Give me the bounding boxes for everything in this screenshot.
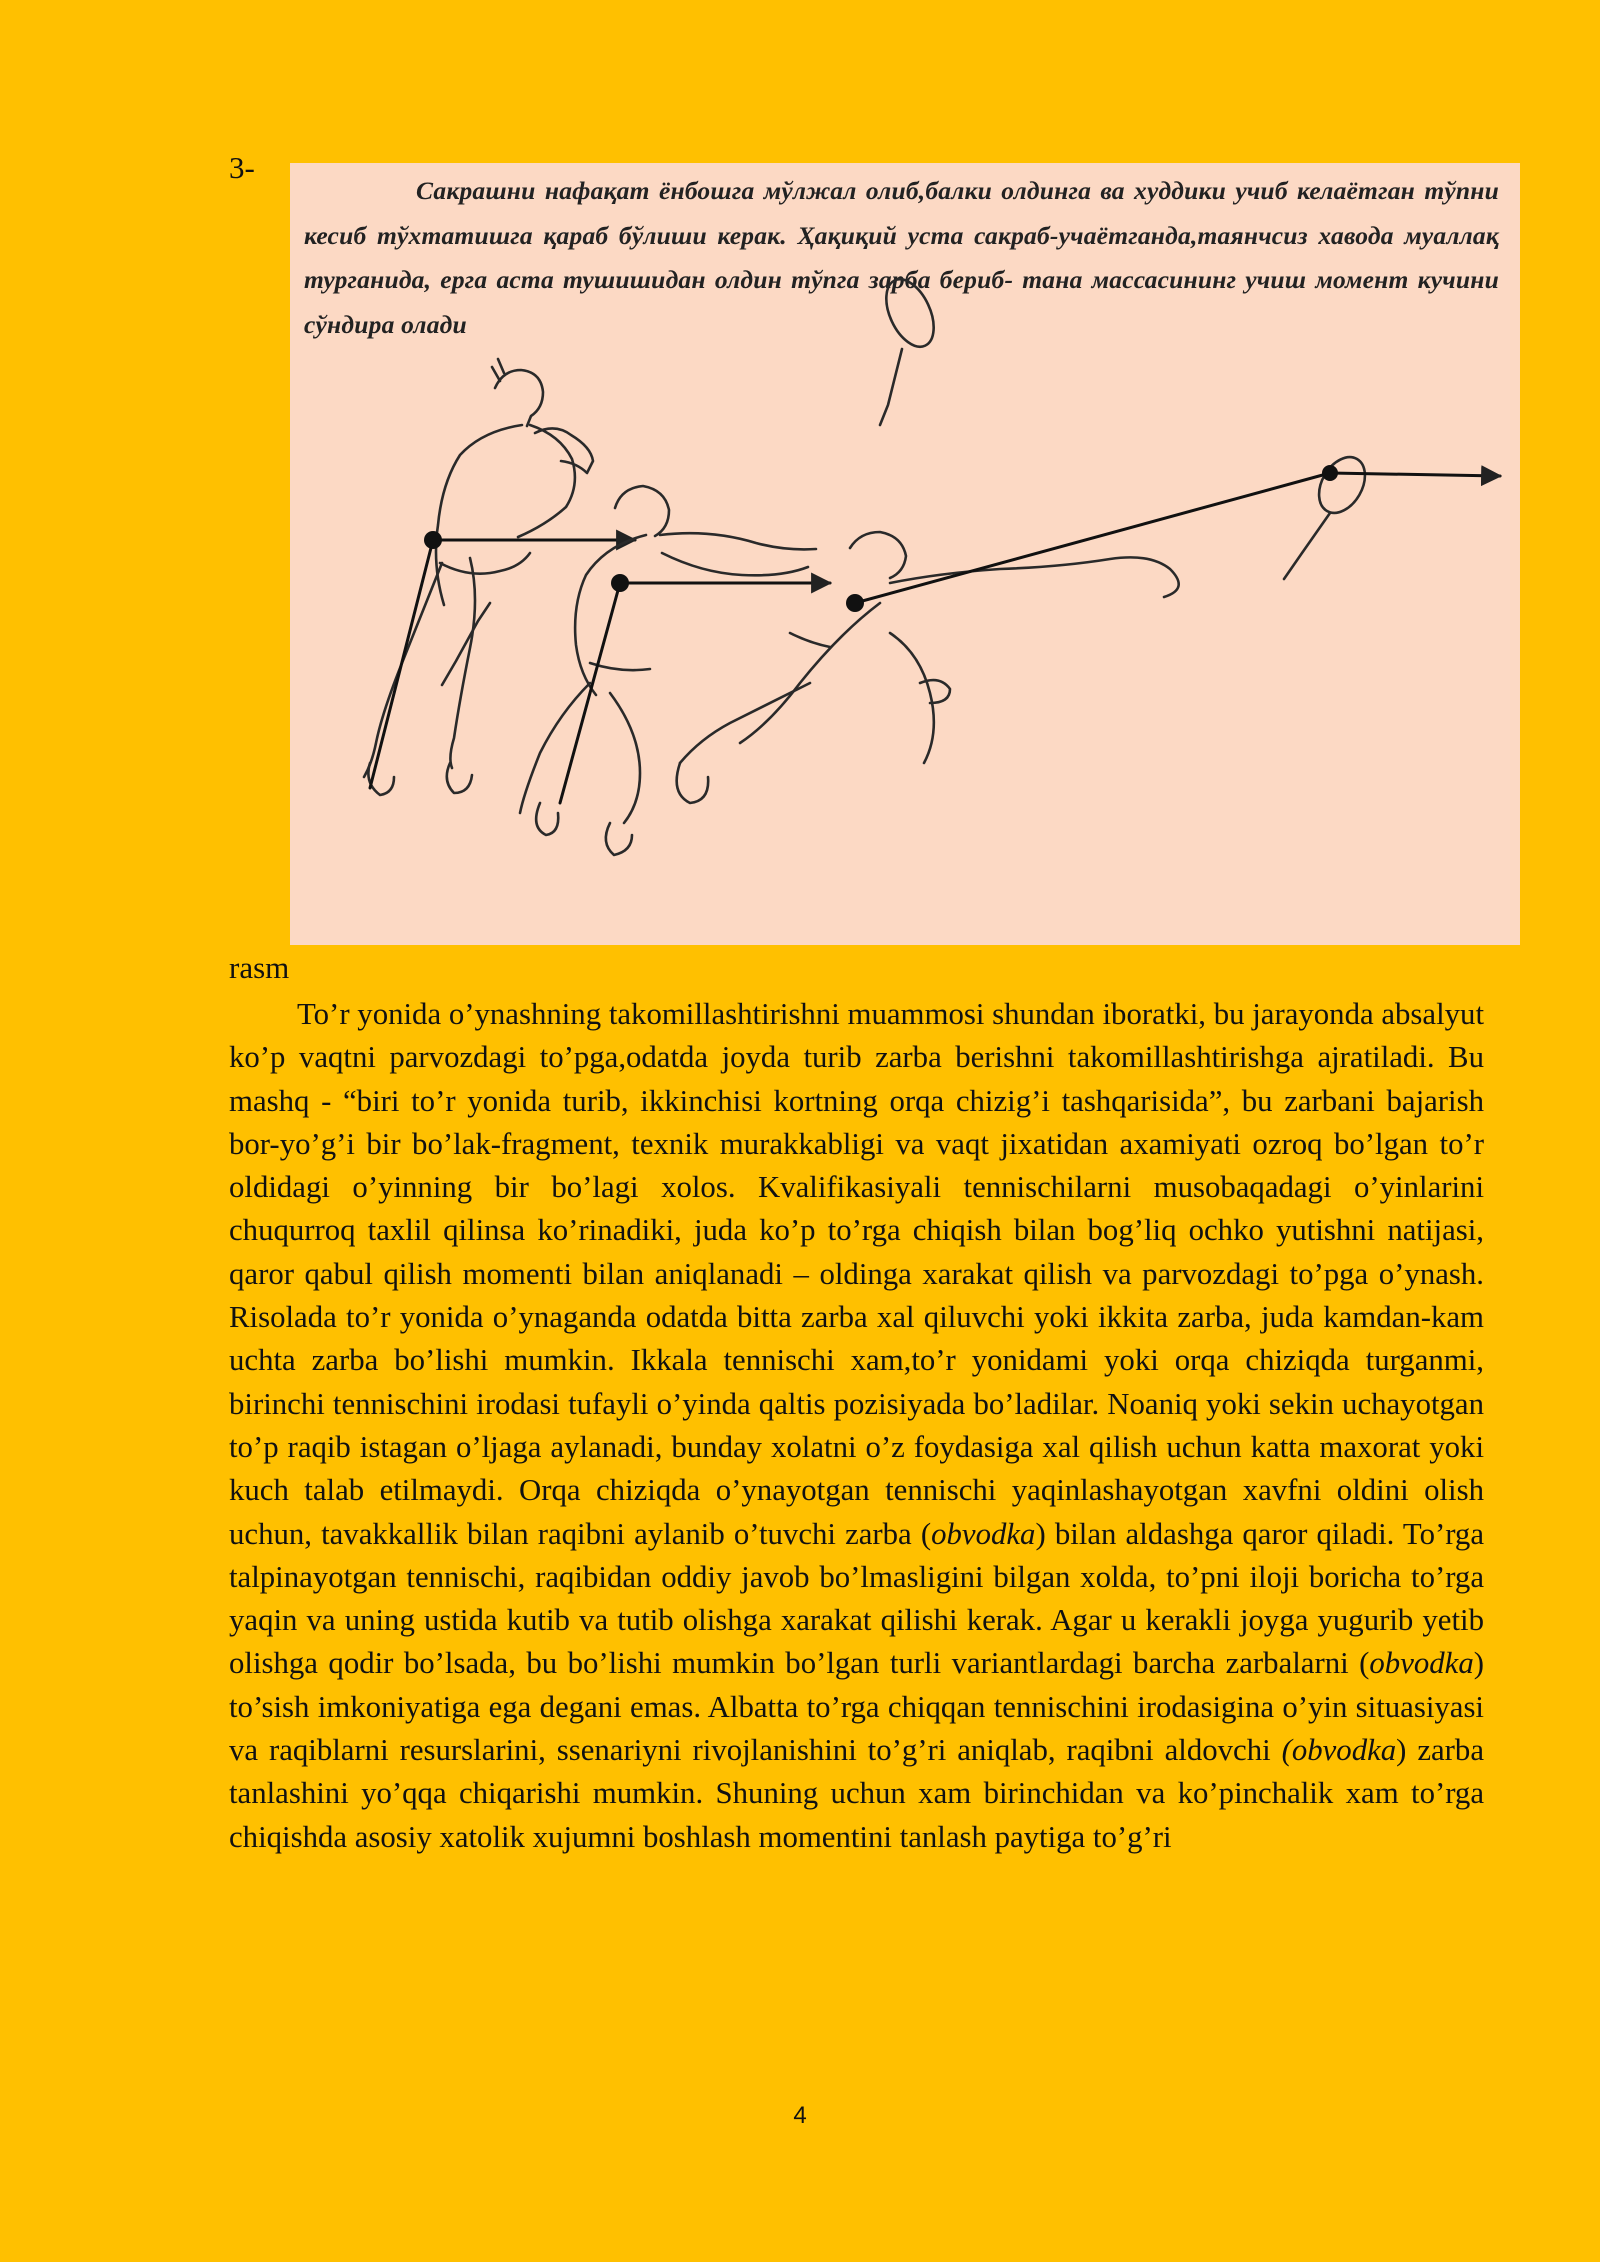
figure-label: rasm <box>229 950 290 985</box>
body-text-italic: obvodka <box>931 1516 1036 1551</box>
figure-caption: Сакрашни нафақат ёнбошга мўлжал олиб,балки олдинга ва худдики учиб келаётган тўпни кесиб тўхтатишга қараб бўлиши керак. Ҳақиқий уста сакраб-учаётганда,таянчсиз хавода муаллақ турганида, ерга аста тушишидан олдин тўпга зарба бериб- тана массасининг учиш момент кучини сўндира олади <box>304 176 1499 339</box>
body-paragraph <box>229 993 1484 1859</box>
tennis-volley-sequence-drawing <box>290 163 1520 945</box>
figure-number: 3- <box>229 150 255 185</box>
player-figure-3 <box>677 449 1375 803</box>
body-text-segment: To’r yonida o’ynashning takomillashtirishni muammosi shundan iboratki, bu jarayonda absalyut ko’p vaqtni parvozdagi to’pga,odatda joyda turib zarba berishni takomillashtirishga ajratiladi. Bu mashq - “biri to’r yonida turib, ikkinchisi kortning orqa chizig’i tashqarisida”, bu zarbani bajarish bor-yo’g’i bir bo’lak-fragment, texnik murakkabligi va vaqt jixatidan axamiyati ozroq bo’lgan to’r oldidagi o’yinning bir bo’lagi xolos. Kvalifikasiyali tennischilarni musobaqadagi o’yinlarini chuqurroq taxlil qilinsa ko’rinadiki, juda ko’p to’rga chiqish bilan bog’liq ochko yutishni natijasi, qaror qabul qilish momenti bilan aniqlanadi – oldinga xarakat qilish va parvozdagi to’pga o’ynash. Risolada to’r yonida o’ynaganda odatda bitta zarba xal qiluvchi yoki ikkita zarba, juda kamdan-kam uchta zarba bo’lishi mumkin. Ikkala tennischi xam,to’r yonidami yoki orqa chiziqda turganmi, birinchi tennischini irodasi tufayli o’yinda qaltis pozisiyada bo’ladilar. Noaniq yoki sekin uchayotgan to’p raqib istagan o’ljaga aylanadi, bunday xolatni o’z foydasiga xal qilish uchun katta maxorat yoki kuch talab etilmaydi. Orqa chiziqda o’ynayotgan tennischi yaqinlashayotgan xavfni oldini olish uchun, tavakkallik bilan raqibni aylanib o’tuvchi zarba ( <box>229 997 1484 1551</box>
player-figure-1 <box>364 359 593 795</box>
figure-illustration <box>290 163 1520 945</box>
page-number: 4 <box>793 2102 807 2129</box>
body-text-segment: ) bilan aldashga qaror qiladi. To’rga talpinayotgan tennischi, raqibidan oddiy javob bo’lmasligini bilgan xolda, to’pni iloji boricha to’rga yaqin va uning ustida kutib va tutib olishga xarakat qilishi kerak. Agar u kerakli joyga yugurib yetib olishga qodir bo’lsada, bu bo’lishi mumkin bo’lgan turli variantlardagi barcha zarbalarni ( <box>229 1516 1484 1681</box>
player-figure-2 <box>520 272 943 855</box>
body-text-italic: obvodka <box>1369 1646 1474 1681</box>
body-text-italic: (obvodka <box>1281 1733 1397 1768</box>
body-text-segment: ) zarba tanlashini yo’qqa chiqarishi mumkin. Shuning uchun xam birinchidan va ko’pinchalik xam to’rga chiqishda asosiy xatolik xujumni boshlash momentini tanlash paytiga to’g’ri <box>229 1733 1484 1854</box>
body-text-segment: ) to’sish imkoniyatiga ega degani emas. Albatta to’rga chiqqan tennischini irodasigina o’yin situasiyasi va raqiblarni resurslarini, ssenariyni rivojlanishini to’g’ri aniqlab, raqibni aldovchi <box>229 1646 1484 1768</box>
